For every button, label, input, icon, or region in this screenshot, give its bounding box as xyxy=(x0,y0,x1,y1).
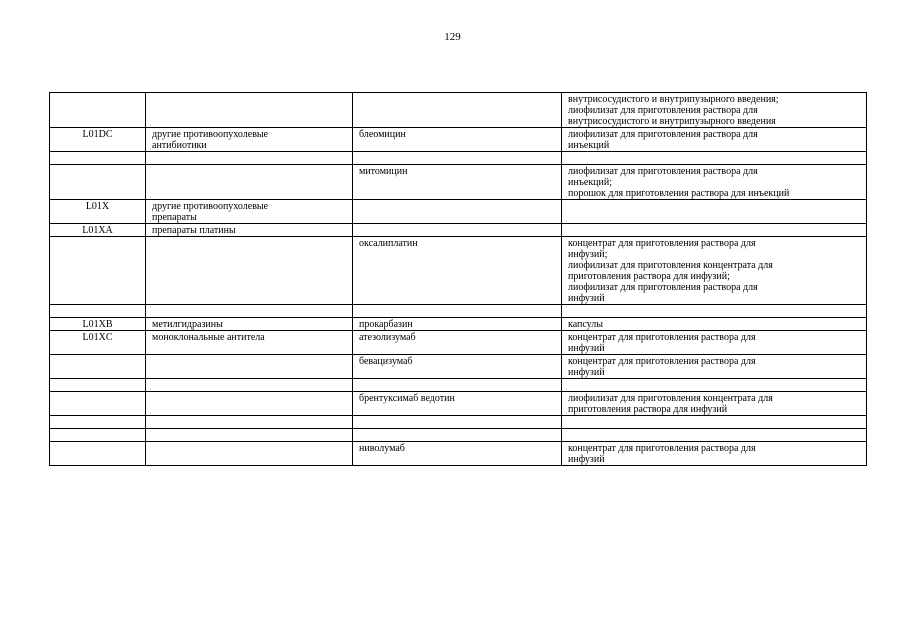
pharm-group-cell xyxy=(146,128,353,152)
atc-code-cell xyxy=(50,429,146,442)
dosage-forms-cell xyxy=(562,429,867,442)
pharm-group-cell xyxy=(146,416,353,429)
pharm-group-cell xyxy=(146,93,353,128)
dosage-forms-cell xyxy=(562,416,867,429)
drug-name-cell xyxy=(353,128,562,152)
drug-name-cell xyxy=(353,379,562,392)
pharm-group-cell xyxy=(146,318,353,331)
atc-code-cell xyxy=(50,379,146,392)
drug-name-cell xyxy=(353,93,562,128)
pharm-group-cell xyxy=(146,305,353,318)
pharm-group-line: метилгидразины xyxy=(152,319,223,330)
drug-name-cell xyxy=(353,237,562,305)
pharm-group-cell xyxy=(146,237,353,305)
table-row xyxy=(50,392,867,416)
pharm-group-line: препараты платины xyxy=(152,225,236,236)
dosage-forms-line: инъекций xyxy=(568,140,610,151)
table-row xyxy=(50,331,867,355)
drug-name-cell xyxy=(353,442,562,466)
dosage-forms-line: концентрат для приготовления раствора для xyxy=(568,238,756,249)
table-row xyxy=(50,429,867,442)
pharm-group-cell xyxy=(146,331,353,355)
dosage-forms-line: лиофилизат для приготовления раствора для xyxy=(568,282,758,293)
atc-code-cell xyxy=(50,93,146,128)
pharm-group-cell xyxy=(146,429,353,442)
drug-name-cell xyxy=(353,305,562,318)
dosage-forms-line: концентрат для приготовления раствора для xyxy=(568,443,756,454)
table-row xyxy=(50,93,867,128)
dosage-forms-cell xyxy=(562,200,867,224)
table-row xyxy=(50,128,867,152)
atc-code-cell xyxy=(50,152,146,165)
dosage-forms-line: капсулы xyxy=(568,319,603,330)
dosage-forms-line: инфузий xyxy=(568,293,605,304)
table-row xyxy=(50,200,867,224)
atc-code-cell xyxy=(50,237,146,305)
dosage-forms-line: лиофилизат для приготовления концентрата для xyxy=(568,260,773,271)
drug-name-cell xyxy=(353,355,562,379)
pharm-group-cell xyxy=(146,224,353,237)
dosage-forms-line: инфузий xyxy=(568,454,605,465)
table-row xyxy=(50,355,867,379)
pharm-group-line: препараты xyxy=(152,212,197,223)
drug-name-line: блеомицин xyxy=(359,129,406,140)
pharm-group-cell xyxy=(146,152,353,165)
dosage-forms-line: лиофилизат для приготовления концентрата для xyxy=(568,393,773,404)
drug-name-line: брентуксимаб ведотин xyxy=(359,393,455,404)
pharm-group-cell xyxy=(146,165,353,200)
atc-code-cell xyxy=(50,355,146,379)
atc-code-cell: L01XB xyxy=(50,318,146,331)
dosage-forms-line: инъекций; xyxy=(568,177,613,188)
atc-code-cell xyxy=(50,165,146,200)
drug-name-line: митомицин xyxy=(359,166,408,177)
drug-name-cell xyxy=(353,224,562,237)
table-body xyxy=(50,93,867,466)
atc-code-cell xyxy=(50,392,146,416)
pharm-group-cell xyxy=(146,355,353,379)
dosage-forms-line: лиофилизат для приготовления раствора для xyxy=(568,105,758,116)
atc-code-cell xyxy=(50,416,146,429)
dosage-forms-line: внутрисосудистого и внутрипузырного введения; xyxy=(568,94,779,105)
dosage-forms-line: лиофилизат для приготовления раствора для xyxy=(568,166,758,177)
dosage-forms-line: инфузий xyxy=(568,367,605,378)
drug-name-cell xyxy=(353,416,562,429)
pharm-group-line: антибиотики xyxy=(152,140,207,151)
dosage-forms-cell xyxy=(562,379,867,392)
drug-name-cell xyxy=(353,165,562,200)
table-row xyxy=(50,152,867,165)
atc-code-cell: L01XA xyxy=(50,224,146,237)
table-row xyxy=(50,165,867,200)
dosage-forms-cell xyxy=(562,93,867,128)
dosage-forms-cell xyxy=(562,152,867,165)
dosage-forms-cell xyxy=(562,128,867,152)
dosage-forms-line: концентрат для приготовления раствора для xyxy=(568,332,756,343)
atc-code-cell: L01XC xyxy=(50,331,146,355)
table-row xyxy=(50,379,867,392)
pharm-group-cell xyxy=(146,200,353,224)
dosage-forms-line: порошок для приготовления раствора для инъекций xyxy=(568,188,790,199)
atc-code-cell: L01X xyxy=(50,200,146,224)
dosage-forms-cell xyxy=(562,318,867,331)
dosage-forms-cell xyxy=(562,442,867,466)
pharm-group-line: другие противоопухолевые xyxy=(152,201,269,212)
dosage-forms-line: лиофилизат для приготовления раствора для xyxy=(568,129,758,140)
atc-code-cell xyxy=(50,305,146,318)
dosage-forms-cell xyxy=(562,355,867,379)
drug-name-cell xyxy=(353,152,562,165)
drug-name-cell xyxy=(353,392,562,416)
drug-name-cell xyxy=(353,318,562,331)
dosage-forms-cell xyxy=(562,331,867,355)
pharm-group-line: другие противоопухолевые xyxy=(152,129,269,140)
dosage-forms-cell xyxy=(562,224,867,237)
dosage-forms-cell xyxy=(562,392,867,416)
dosage-forms-line: инфузий xyxy=(568,343,605,354)
dosage-forms-cell xyxy=(562,237,867,305)
dosage-forms-line: инфузий; xyxy=(568,249,608,260)
table-row xyxy=(50,318,867,331)
table-row xyxy=(50,305,867,318)
dosage-forms-line: приготовления раствора для инфузий xyxy=(568,404,728,415)
drug-name-line: атезолизумаб xyxy=(359,332,416,343)
atc-code-cell: L01DC xyxy=(50,128,146,152)
drug-name-line: оксалиплатин xyxy=(359,238,418,249)
table-row xyxy=(50,416,867,429)
dosage-forms-cell xyxy=(562,165,867,200)
table-row xyxy=(50,442,867,466)
pharm-group-cell xyxy=(146,392,353,416)
drug-table xyxy=(49,92,867,466)
dosage-forms-cell xyxy=(562,305,867,318)
drug-name-cell xyxy=(353,200,562,224)
drug-name-line: прокарбазин xyxy=(359,319,413,330)
dosage-forms-line: внутрисосудистого и внутрипузырного введения xyxy=(568,116,776,127)
drug-name-line: бевацизумаб xyxy=(359,356,413,367)
table-row xyxy=(50,224,867,237)
page-number: 129 xyxy=(444,31,461,43)
atc-code-cell xyxy=(50,442,146,466)
drug-name-cell xyxy=(353,331,562,355)
dosage-forms-line: концентрат для приготовления раствора для xyxy=(568,356,756,367)
pharm-group-cell xyxy=(146,442,353,466)
dosage-forms-line: приготовления раствора для инфузий; xyxy=(568,271,730,282)
drug-name-cell xyxy=(353,429,562,442)
table-row xyxy=(50,237,867,305)
drug-name-line: ниволумаб xyxy=(359,443,405,454)
pharm-group-cell xyxy=(146,379,353,392)
pharm-group-line: моноклональные антитела xyxy=(152,332,265,343)
